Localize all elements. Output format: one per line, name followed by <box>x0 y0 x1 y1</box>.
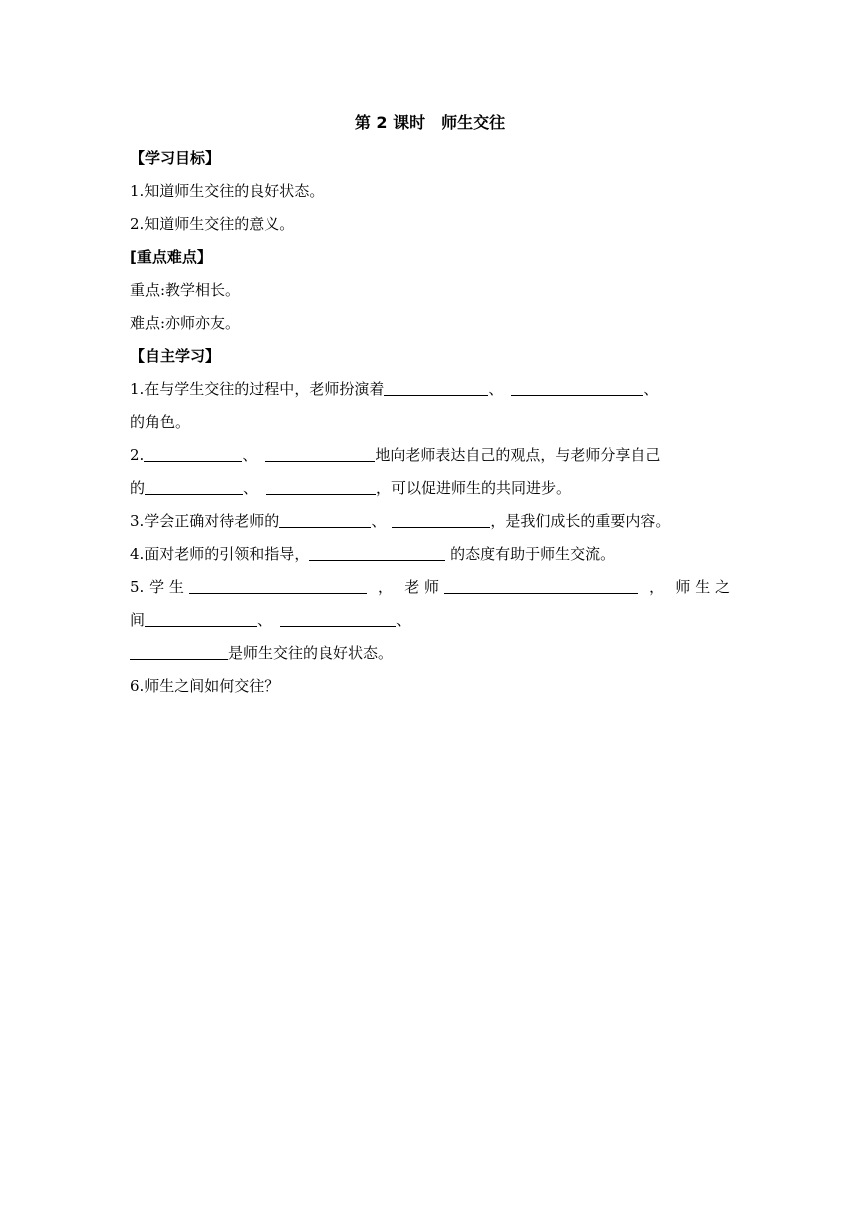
blank-field[interactable] <box>130 639 228 660</box>
question-4-text: 的态度有助于师生交流。 <box>445 545 616 563</box>
lesson-topic: 师生交往 <box>441 113 506 132</box>
blank-field[interactable] <box>280 606 396 627</box>
blank-field[interactable] <box>384 375 488 396</box>
question-2-line-2 <box>130 472 730 505</box>
blank-field[interactable] <box>144 441 242 462</box>
question-2-text: 的 <box>130 479 146 497</box>
key-point: 重点:教学相长。 <box>130 281 241 299</box>
question-5-text: 是师生交往的良好状态。 <box>228 644 394 662</box>
blank-field[interactable] <box>279 507 371 528</box>
worksheet-page <box>130 108 730 703</box>
separator: 、 <box>643 380 659 398</box>
separator: 、 <box>243 479 259 497</box>
question-1-line-1 <box>130 373 730 406</box>
blank-field[interactable] <box>145 606 257 627</box>
blank-field[interactable] <box>511 375 643 396</box>
separator: 、 <box>488 380 504 398</box>
blank-field[interactable] <box>444 573 638 594</box>
question-4-text: 4.面对老师的引领和指导， <box>130 545 310 563</box>
question-1-text: 1.在与学生交往的过程中，老师扮演着 <box>130 380 385 398</box>
question-5-line-1 <box>130 571 730 604</box>
question-5-line-2 <box>130 604 730 637</box>
page-title <box>130 108 730 138</box>
question-number: 2. <box>130 446 145 464</box>
question-5-text: 老 师 <box>404 578 440 596</box>
separator: 、 <box>371 512 387 530</box>
lesson-number: 第 2 课时 <box>354 113 426 132</box>
blank-field[interactable] <box>189 573 367 594</box>
blank-field[interactable] <box>266 474 376 495</box>
question-5-line-3 <box>130 637 730 670</box>
question-6: 6.师生之间如何交往？ <box>130 677 280 695</box>
question-4 <box>130 538 730 571</box>
question-5-text: 间 <box>130 611 146 629</box>
question-2-line-1 <box>130 439 730 472</box>
separator: 、 <box>396 611 412 629</box>
key-points-heading: [重点难点】 <box>130 248 212 266</box>
blank-field[interactable] <box>265 441 375 462</box>
question-1-line-2: 的角色。 <box>130 413 191 431</box>
goals-heading: 【学习目标】 <box>130 149 221 167</box>
blank-field[interactable] <box>309 540 445 561</box>
separator: 、 <box>257 611 273 629</box>
difficult-point: 难点:亦师亦友。 <box>130 314 241 332</box>
blank-field[interactable] <box>392 507 490 528</box>
question-3-text: ，是我们成长的重要内容。 <box>490 512 671 530</box>
question-5-text: 师 生 之 <box>675 578 730 596</box>
self-study-heading: 【自主学习】 <box>130 347 221 365</box>
goal-2: 2.知道师生交往的意义。 <box>130 215 295 233</box>
separator: ， <box>649 578 665 596</box>
separator: 、 <box>242 446 258 464</box>
question-2-text: 地向老师表达自己的观点，与老师分享自己 <box>375 446 661 464</box>
question-5-text: 5. 学 生 <box>130 578 184 596</box>
goal-1: 1.知道师生交往的良好状态。 <box>130 182 325 200</box>
question-2-text: ，可以促进师生的共同进步。 <box>376 479 572 497</box>
question-3-text: 3.学会正确对待老师的 <box>130 512 280 530</box>
separator: ， <box>377 578 393 596</box>
blank-field[interactable] <box>145 474 243 495</box>
question-3 <box>130 505 730 538</box>
